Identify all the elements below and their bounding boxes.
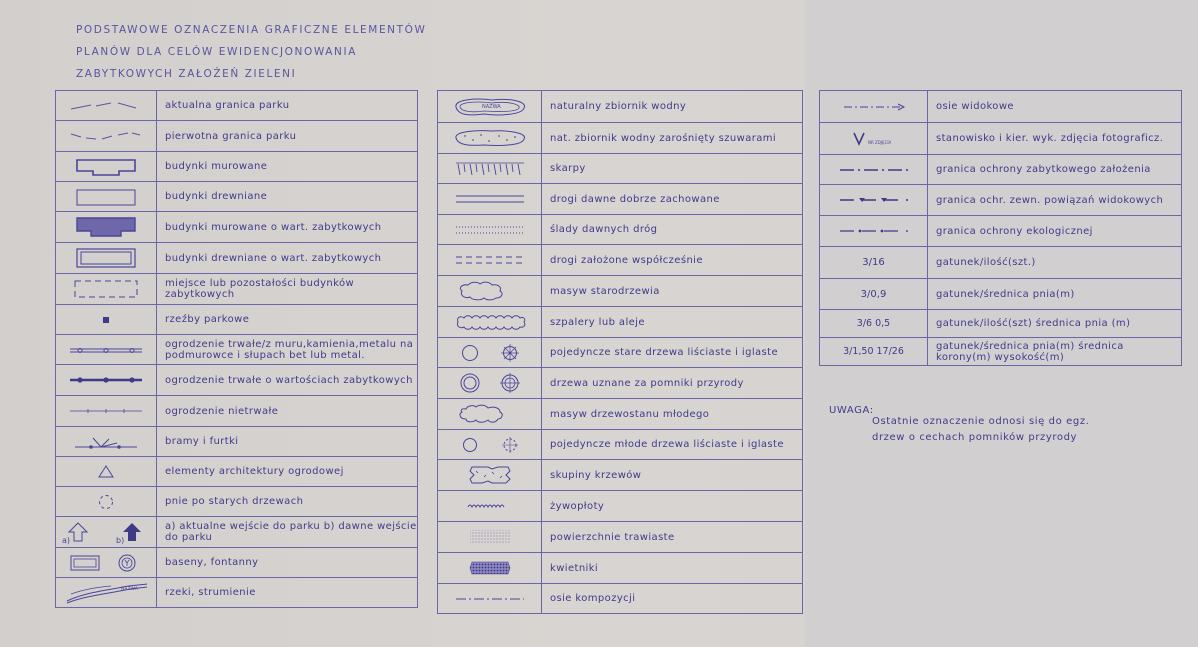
legend-row (56, 427, 418, 457)
note-line-1: Ostatnie oznaczenie odnosi się do egz. (872, 416, 1090, 427)
legend-label: gatunek/ilość(szt.) (928, 247, 1182, 279)
legend-row (438, 245, 803, 276)
entrance-a-label: a) (62, 536, 71, 545)
legend-row (820, 91, 1182, 123)
building-remains-icon (70, 278, 142, 300)
temporary-fence-icon (66, 406, 146, 416)
composition-axis-icon (448, 594, 532, 604)
legend-row (56, 91, 418, 121)
legend-row (438, 430, 803, 460)
legend-row (438, 553, 803, 584)
legend-row (56, 182, 418, 212)
legend-row (438, 91, 803, 123)
legend-row (438, 123, 803, 154)
legend-table-3 (819, 90, 1182, 366)
legend-row (438, 154, 803, 184)
note-heading: UWAGA: (829, 405, 874, 416)
tree-full-measurement-symbol: 3/1,50 17/26 (820, 338, 928, 366)
legend-row (820, 155, 1182, 185)
legend-row (56, 578, 418, 608)
legend-label: drogi założone współcześnie (542, 245, 803, 276)
legend-label: budynki murowane (157, 152, 418, 182)
legend-row (438, 307, 803, 338)
permanent-fence-icon (66, 344, 146, 356)
legend-label: granica ochrony ekologicznej (928, 216, 1182, 247)
photo-number-label: NR ZDJĘCIA (867, 139, 891, 145)
legend-label: skarpy (542, 154, 803, 184)
legend-row (820, 247, 1182, 279)
legend-label: pojedyncze młode drzewa liściaste i iglaste (542, 430, 803, 460)
reed-water-body-icon (448, 127, 532, 149)
title-line-2: PLANÓW DLA CELÓW EWIDENCJONOWANIA (76, 46, 357, 58)
old-tree-mass-icon (448, 279, 532, 303)
road-traces-icon (448, 223, 532, 237)
protection-boundary-icon (832, 165, 916, 175)
legend-label: budynki drewniane (157, 182, 418, 212)
water-body-name-label: NAZWA (481, 103, 501, 110)
legend-label: baseny, fontanny (157, 548, 418, 578)
flowerbed-icon (448, 557, 532, 579)
shrub-group-icon (448, 463, 532, 487)
legend-row (820, 216, 1182, 247)
legend-label: budynki drewniane o wart. zabytkowych (157, 243, 418, 274)
legend-label: osie widokowe (928, 91, 1182, 123)
legend-label: nat. zbiornik wodny zarośnięty szuwarami (542, 123, 803, 154)
legend-table-1 (55, 90, 418, 608)
legend-row (56, 243, 418, 274)
modern-road-icon (448, 253, 532, 267)
legend-label: szpalery lub aleje (542, 307, 803, 338)
legend-label: osie kompozycji (542, 584, 803, 614)
pool-fountain-icon (65, 553, 147, 573)
legend-row (438, 276, 803, 307)
legend-label: stanowisko i kier. wyk. zdjęcia fotograficz. (928, 123, 1182, 155)
legend-label: budynki murowane o wart. zabytkowych (157, 212, 418, 243)
grass-icon (448, 526, 532, 548)
note-line-2: drzew o cechach pomników przyrody (872, 432, 1078, 443)
legend-label: drogi dawne dobrze zachowane (542, 184, 803, 215)
legend-label: powierzchnie trawiaste (542, 522, 803, 553)
tree-species-count-symbol: 3/16 (820, 247, 928, 279)
legend-label: masyw starodrzewia (542, 276, 803, 307)
legend-row (820, 338, 1182, 366)
view-protection-boundary-icon (832, 194, 916, 206)
dash-wave-line-icon (66, 129, 146, 143)
legend-label: pnie po starych drzewach (157, 487, 418, 517)
river-name-label: NAZWA (121, 586, 138, 592)
young-tree-mass-icon (448, 402, 532, 426)
water-body-icon (448, 95, 532, 119)
legend-label: granica ochrony zabytkowego założenia (928, 155, 1182, 185)
legend-row (56, 305, 418, 335)
masonry-building-icon (71, 157, 141, 177)
legend-row (56, 396, 418, 427)
single-old-trees-icon (448, 342, 532, 364)
legend-row (820, 185, 1182, 216)
legend-label: granica ochr. zewn. powiązań widokowych (928, 185, 1182, 216)
legend-row (438, 460, 803, 491)
historic-fence-icon (66, 374, 146, 386)
legend-row (56, 365, 418, 396)
legend-row (820, 310, 1182, 338)
entrance-arrows-icon (60, 519, 152, 545)
ecological-boundary-icon (832, 226, 916, 236)
legend-row (56, 548, 418, 578)
legend-label: kwietniki (542, 553, 803, 584)
tree-species-diameter-symbol: 3/0,9 (820, 279, 928, 310)
dash-line-icon (66, 99, 146, 113)
legend-label: ślady dawnych dróg (542, 215, 803, 245)
legend-row (56, 457, 418, 487)
legend-row (56, 517, 418, 548)
legend-row (56, 121, 418, 152)
legend-row (438, 215, 803, 245)
old-road-icon (448, 192, 532, 206)
legend-label: rzeźby parkowe (157, 305, 418, 335)
alley-icon (448, 312, 532, 332)
legend-label: a) aktualne wejście do parku b) dawne wejście do parku (157, 517, 418, 548)
gate-icon (71, 433, 141, 451)
legend-table-2 (437, 90, 803, 614)
single-young-trees-icon (448, 434, 532, 456)
monument-trees-icon (448, 371, 532, 395)
legend-label: miejsce lub pozostałości budynków zabytkowych (157, 274, 418, 305)
entrance-b-label: b) (116, 536, 125, 545)
legend-label: naturalny zbiornik wodny (542, 91, 803, 123)
title-line-1: PODSTAWOWE OZNACZENIA GRAFICZNE ELEMENTÓW (76, 24, 427, 36)
slope-icon (448, 159, 532, 179)
legend-row (820, 123, 1182, 155)
legend-label: gatunek/ilość(szt) średnica pnia (m) (928, 310, 1182, 338)
legend-label: rzeki, strumienie (157, 578, 418, 608)
legend-row (438, 399, 803, 430)
legend-label: pierwotna granica parku (157, 121, 418, 152)
photo-position-icon (832, 129, 916, 149)
legend-label: ogrodzenie trwałe o wartościach zabytkowych (157, 365, 418, 396)
legend-label: bramy i furtki (157, 427, 418, 457)
legend-label: drzewa uznane za pomniki przyrody (542, 368, 803, 399)
legend-row (438, 522, 803, 553)
hedge-icon (448, 499, 532, 513)
legend-row (438, 368, 803, 399)
view-axis-icon (832, 101, 916, 113)
stump-icon (96, 492, 116, 512)
legend-row (56, 487, 418, 517)
legend-row (820, 279, 1182, 310)
legend-label: ogrodzenie trwałe/z muru,kamienia,metalu na podmurowce i słupach bet lub metal. (157, 335, 418, 365)
historic-masonry-building-icon (71, 216, 141, 238)
legend-label: gatunek/średnica pnia(m) (928, 279, 1182, 310)
legend-row (438, 184, 803, 215)
tree-species-count-diameter-symbol: 3/6 0,5 (820, 310, 928, 338)
historic-wooden-building-icon (71, 247, 141, 269)
legend-label: pojedyncze stare drzewa liściaste i iglaste (542, 338, 803, 368)
legend-row (56, 152, 418, 182)
sculpture-icon (96, 313, 116, 327)
legend-label: masyw drzewostanu młodego (542, 399, 803, 430)
legend-label: żywopłoty (542, 491, 803, 522)
legend-row (56, 274, 418, 305)
legend-row (438, 491, 803, 522)
triangle-icon (96, 464, 116, 480)
legend-row (438, 338, 803, 368)
legend-label: aktualna granica parku (157, 91, 418, 121)
wooden-building-icon (71, 187, 141, 207)
legend-label: skupiny krzewów (542, 460, 803, 491)
legend-label: gatunek/średnica pnia(m) średnica korony(m) wysokość(m) (928, 338, 1182, 366)
legend-row (438, 584, 803, 614)
legend-row (56, 335, 418, 365)
legend-row (56, 212, 418, 243)
river-icon (63, 581, 149, 605)
legend-label: ogrodzenie nietrwałe (157, 396, 418, 427)
legend-label: elementy architektury ogrodowej (157, 457, 418, 487)
title-line-3: ZABYTKOWYCH ZAŁOŻEŃ ZIELENI (76, 68, 297, 80)
